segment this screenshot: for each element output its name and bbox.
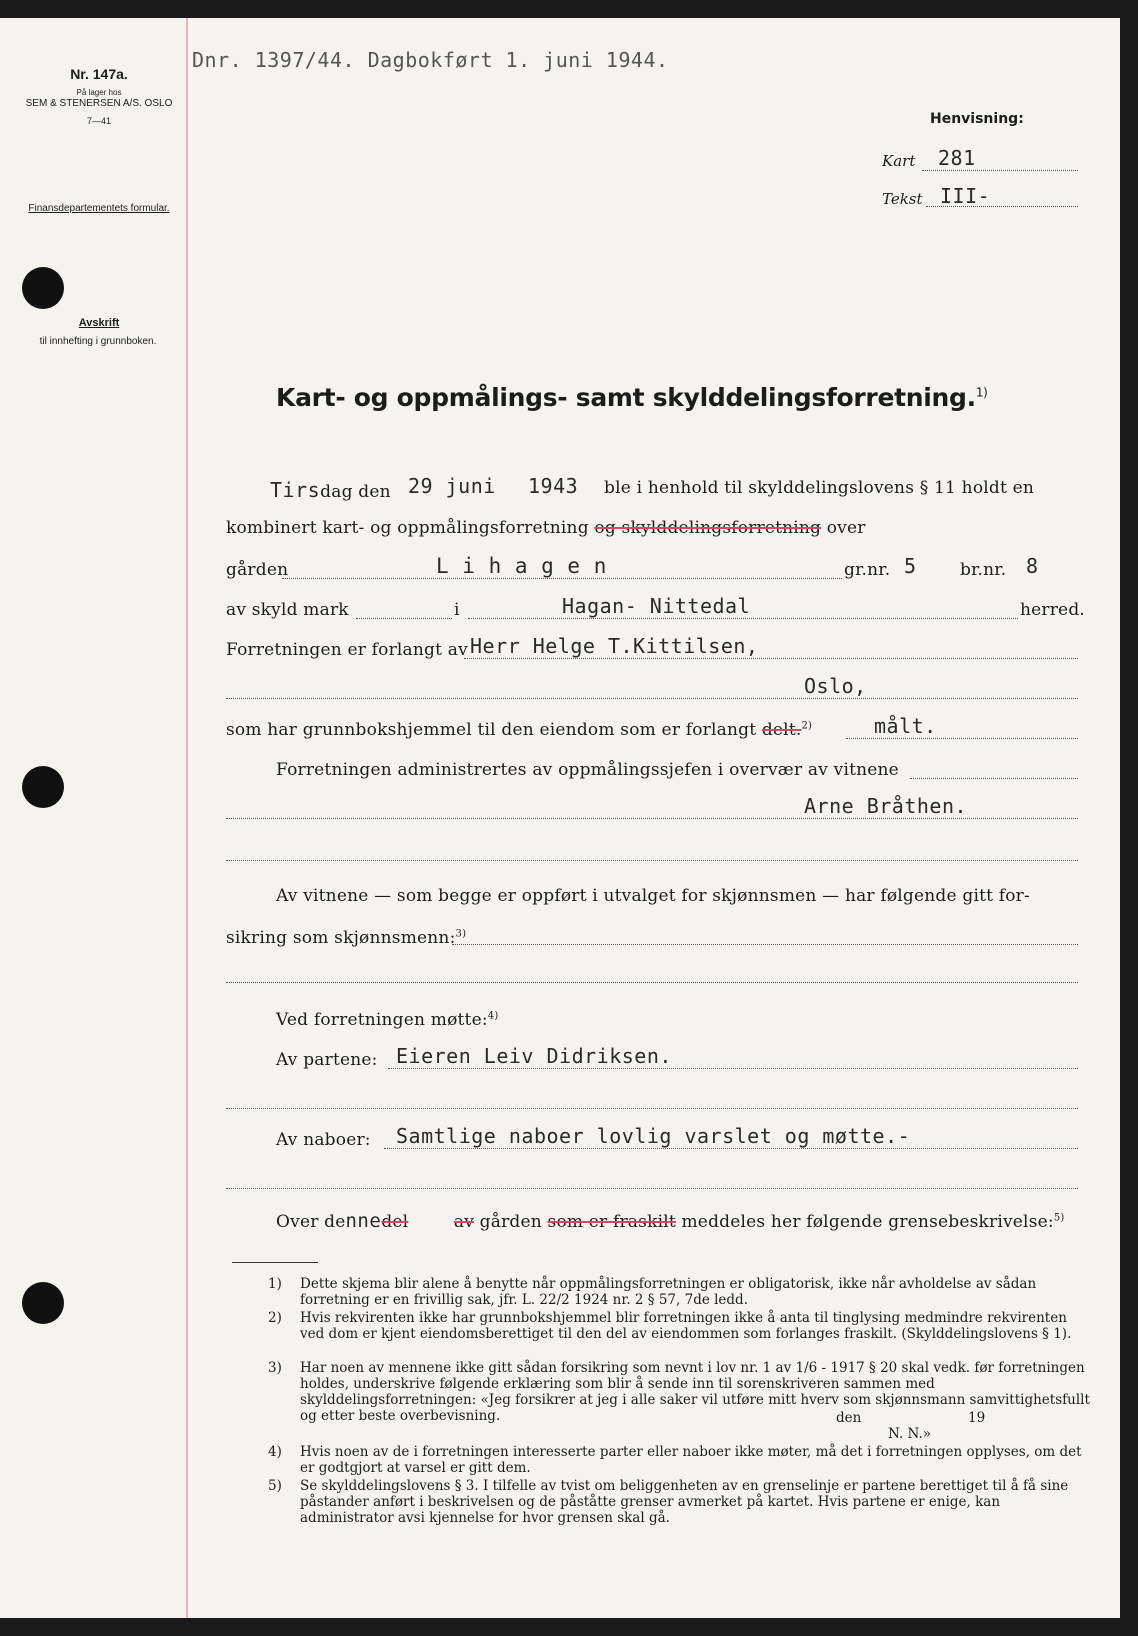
hjemmel-dots bbox=[846, 738, 1078, 739]
footnote-2 bbox=[268, 1310, 1088, 1358]
naboer-dots bbox=[384, 1148, 1078, 1149]
over-handwritten: nne bbox=[345, 1210, 382, 1232]
vitner-text-2-label: sikring som skjønnsmenn: bbox=[226, 928, 456, 948]
year-value: 1943 bbox=[528, 474, 579, 498]
hjemmel-struck: delt. bbox=[761, 720, 802, 740]
garden-label: gården bbox=[226, 560, 289, 580]
footnote-1-num: 1) bbox=[268, 1276, 282, 1292]
footnote-3-year: 19 bbox=[968, 1410, 986, 1426]
avskrift-label: Avskrift bbox=[78, 317, 120, 329]
naboer-dots-2 bbox=[226, 1188, 1078, 1189]
weekday-handwritten: Tirs bbox=[270, 478, 321, 502]
footnote-1-text: Dette skjema blir alene å benytte når oppmålingsforretningen er obligatorisk, ikke når avholdelse av sådan forretning er en frivillig sak, jfr. L. 22/2 1924 nr. 2 § 57, 7de ledd. bbox=[300, 1276, 1037, 1308]
footnote-2-text: Hvis rekvirenten ikke har grunnbokshjemmel blir forretningen ikke å anta til tinglysing medmindre rekvirenten ved dom er kjent eiendomsberettiget til den del av eiendommen som forlanges fraskilt. (Skylddelingslovens § 1). bbox=[300, 1310, 1072, 1342]
footnote-4-text: Hvis noen av de i forretningen interesserte parter eller naboer ikke møter, må det i forretningen opplyses, om det er godtgjort at varsel er gitt dem. bbox=[300, 1444, 1082, 1476]
skyld-label: av skyld mark bbox=[226, 600, 349, 620]
mote-label: Ved forretningen møtte: bbox=[276, 1010, 488, 1030]
form-ministry: Finansdepartementets formular. bbox=[28, 203, 170, 214]
hjemmel-line bbox=[226, 720, 812, 740]
partene-value: Eieren Leiv Didriksen. bbox=[396, 1044, 672, 1068]
vitner-dots bbox=[452, 944, 1078, 945]
forlangt-dots bbox=[464, 658, 1078, 659]
over-line bbox=[276, 1210, 1064, 1232]
tekst-label: Tekst bbox=[882, 190, 923, 208]
over-av: av bbox=[453, 1212, 475, 1232]
kart-line bbox=[922, 170, 1078, 171]
footnote-3-den: den bbox=[836, 1410, 862, 1426]
herred-i-label: i bbox=[454, 600, 460, 620]
partene-dots-2 bbox=[226, 1108, 1078, 1109]
hjemmel-text: som har grunnbokshjemmel til den eiendom som er forlangt bbox=[226, 720, 757, 740]
footnote-2-num: 2) bbox=[268, 1310, 282, 1326]
vitner-dots-2 bbox=[226, 982, 1078, 983]
herred-dots bbox=[468, 618, 1018, 619]
form-sold-at: På lager hos bbox=[76, 88, 122, 97]
over-struck: som er fraskilt bbox=[547, 1212, 676, 1232]
vitner-mark: 3) bbox=[455, 928, 467, 940]
over-grense: meddeles her følgende grensebeskrivelse: bbox=[681, 1212, 1054, 1232]
dagbok-entry: Dnr. 1397/44. Dagbokført 1. juni 1944. bbox=[192, 48, 669, 72]
date-line bbox=[270, 478, 391, 502]
avskrift-note: til innhefting i grunnboken. bbox=[39, 336, 157, 347]
form-number: Nr. 147a. bbox=[70, 66, 128, 82]
footnote-5-text: Se skylddelingslovens § 3. I tilfelle av tvist om beliggenheten av en grenselinje er partene berettiget til å få sine påstander anført i beskrivelsen og de påståtte grenser avmerket på kartet. Hvis partene er enige, kan administrator avsi kjennelse for hvor grensen skal gå. bbox=[300, 1478, 1069, 1526]
tekst-value: III- bbox=[940, 184, 991, 208]
naboer-label: Av naboer: bbox=[276, 1130, 371, 1150]
partene-dots bbox=[388, 1068, 1078, 1069]
punch-hole bbox=[22, 1282, 64, 1324]
footnote-separator bbox=[232, 1262, 318, 1263]
date-line-rest: ble i henhold til skylddelingslovens § 11 holdt en bbox=[604, 478, 1035, 498]
margin-line bbox=[186, 18, 188, 1618]
footnote-3 bbox=[268, 1360, 1088, 1440]
vitne-dots bbox=[226, 818, 1078, 819]
mote-mark: 4) bbox=[487, 1010, 499, 1022]
footnote-3-text: Har noen av mennene ikke gitt sådan forsikring som nevnt i lov nr. 1 av 1/6 - 1917 § 20 skal vedk. før forretningen holdes, underskrive følgende erklæring som blir å sende inn til sorenskriveren sammen med skylddelingsforretningen: «Jeg forsikrer at jeg i alle saker vil utføre mitt hverv som skjønnsmann samvittighetsfullt og etter beste overbevisning. bbox=[300, 1360, 1090, 1424]
footnote-1 bbox=[268, 1276, 1088, 1308]
punch-hole bbox=[22, 267, 64, 309]
kombinert-over: over bbox=[826, 518, 866, 538]
forlangt-city: Oslo, bbox=[804, 674, 867, 698]
kombinert-text: kombinert kart- og oppmålingsforretning bbox=[226, 518, 589, 538]
over-a: Over de bbox=[276, 1212, 346, 1232]
forlangt-label: Forretningen er forlangt av bbox=[226, 640, 468, 660]
admin-text: Forretningen administrertes av oppmålingssjefen i overvær av vitnene bbox=[276, 760, 899, 780]
forlangt-dots-2 bbox=[226, 698, 1078, 699]
footnote-3-nn: N. N.» bbox=[888, 1426, 932, 1442]
kombinert-struck: og skylddelingsforretning bbox=[594, 518, 822, 538]
skyld-dots bbox=[356, 618, 452, 619]
hjemmel-mark: 2) bbox=[801, 720, 813, 732]
footnote-5-num: 5) bbox=[268, 1478, 282, 1494]
footnote-4 bbox=[268, 1444, 1088, 1476]
over-del: del bbox=[381, 1212, 409, 1232]
date-prefix: dag den bbox=[320, 482, 391, 502]
herred-label: herred. bbox=[1020, 600, 1086, 620]
kart-label: Kart bbox=[882, 152, 916, 170]
garden-value: L i h a g e n bbox=[436, 554, 607, 578]
title-footnote-mark: 1) bbox=[975, 385, 988, 400]
garden-dots bbox=[282, 578, 842, 579]
vitne-value: Arne Bråthen. bbox=[804, 794, 968, 818]
henvisning-label: Henvisning: bbox=[930, 111, 1024, 127]
forlangt-value: Herr Helge T.Kittilsen, bbox=[470, 634, 759, 658]
over-garden: gården bbox=[479, 1212, 542, 1232]
punch-hole bbox=[22, 766, 64, 808]
footnote-4-num: 4) bbox=[268, 1444, 282, 1460]
kombinert-line bbox=[226, 518, 866, 538]
brnr-label: br.nr. bbox=[960, 560, 1007, 580]
naboer-value: Samtlige naboer lovlig varslet og møtte.- bbox=[396, 1124, 911, 1148]
kart-value: 281 bbox=[938, 146, 976, 170]
vitne-dots-2 bbox=[226, 860, 1078, 861]
document-page bbox=[0, 18, 1120, 1618]
brnr-value: 8 bbox=[1026, 554, 1039, 578]
vitner-text-1: Av vitnene — som begge er oppført i utvalget for skjønnsmen — har følgende gitt for- bbox=[276, 886, 1030, 906]
mote-line bbox=[276, 1010, 498, 1030]
grnr-label: gr.nr. bbox=[844, 560, 891, 580]
hjemmel-value: målt. bbox=[874, 714, 937, 738]
tekst-line bbox=[926, 206, 1078, 207]
vitner-text-2 bbox=[226, 928, 466, 948]
footnote-3-num: 3) bbox=[268, 1360, 282, 1376]
herred-value: Hagan- Nittedal bbox=[562, 594, 751, 618]
date-value: 29 juni bbox=[408, 474, 496, 498]
form-title: Kart- og oppmålings- samt skylddelingsforretning.$^{1)}$ bbox=[276, 383, 988, 412]
over-mark: 5) bbox=[1053, 1212, 1065, 1224]
admin-dots bbox=[910, 778, 1078, 779]
partene-label: Av partene: bbox=[276, 1050, 378, 1070]
grnr-value: 5 bbox=[904, 554, 917, 578]
form-printer: SEM & STENERSEN A/S. OSLO bbox=[25, 98, 173, 109]
footnote-5 bbox=[268, 1478, 1088, 1526]
form-date: 7—41 bbox=[86, 116, 112, 126]
